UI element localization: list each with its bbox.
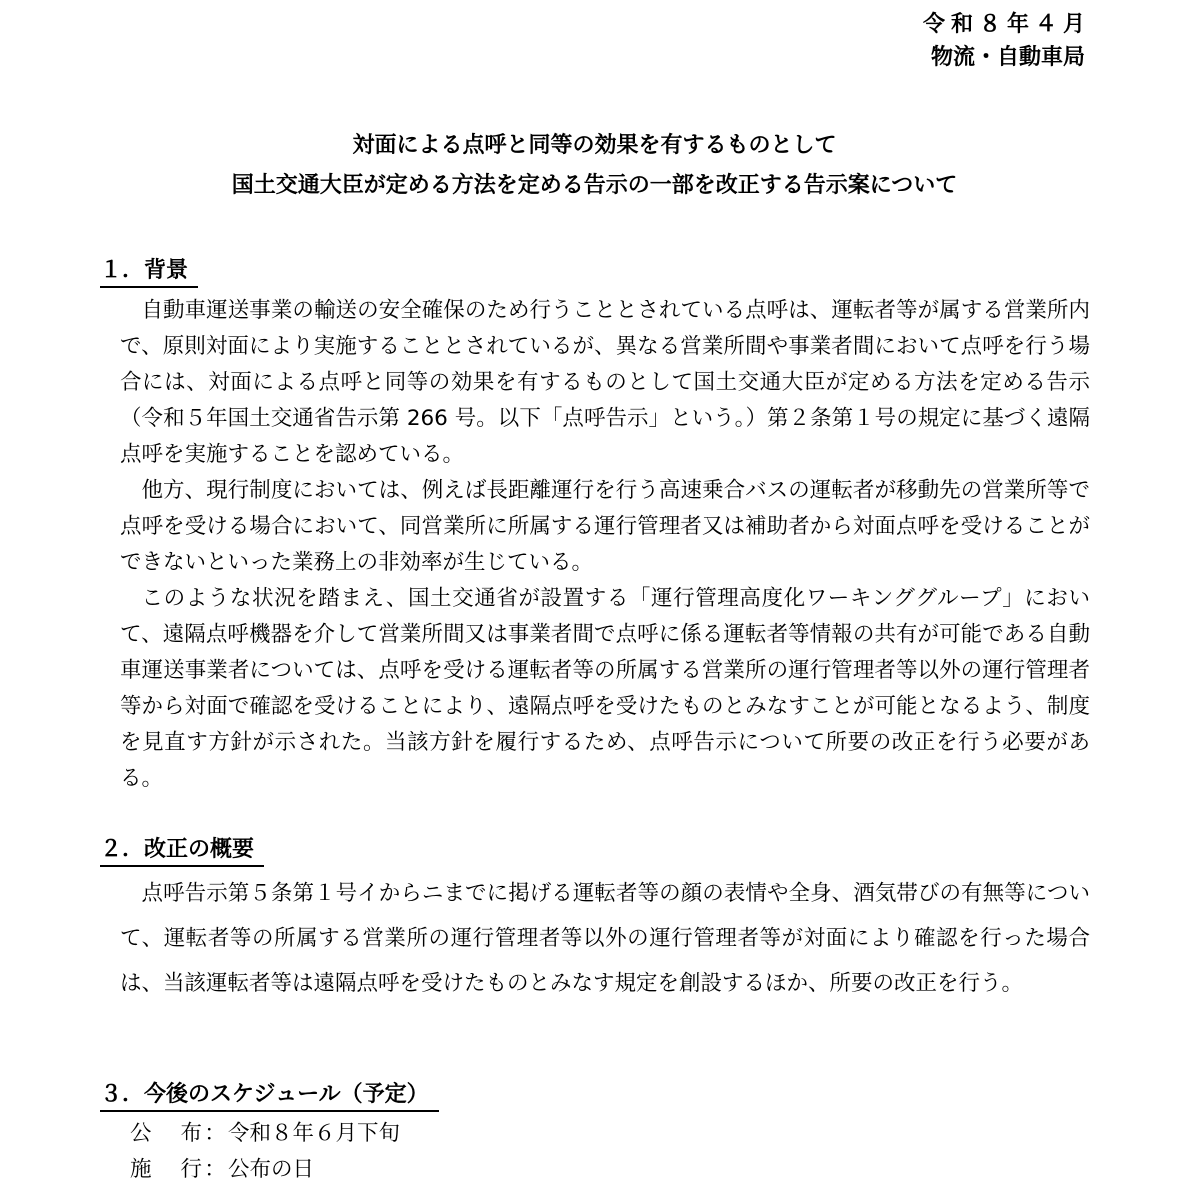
issue-date: 令和８年４月 bbox=[922, 12, 1091, 37]
title-line-2: 国土交通大臣が定める方法を定める告示の一部を改正する告示案について bbox=[231, 173, 958, 198]
section-amendment-overview bbox=[100, 835, 1090, 1006]
schedule-value: 令和８年６月下旬 bbox=[228, 1121, 401, 1146]
section-heading: ３．今後のスケジュール（予定） bbox=[100, 1080, 439, 1112]
section-schedule bbox=[100, 1080, 1090, 1188]
section-background bbox=[100, 256, 1090, 797]
paragraph: 自動車運送事業の輸送の安全確保のため行うこととされている点呼は、運転者等が属する営業所内で、原則対面により実施することとされているが、異なる営業所間や事業者間において点呼を行う場合には、対面による点呼と同等の効果を有するものとして国土交通大臣が定める方法を定める告示（令和５年国土交通省告示第 266 号。以下「点呼告示」という。）第２条第１号の規定に基づく遠隔点呼を実施することを認めている。 bbox=[120, 298, 1090, 467]
schedule-item bbox=[130, 1152, 1090, 1188]
schedule-colon: ： bbox=[204, 1157, 226, 1182]
document-title bbox=[0, 126, 1189, 206]
schedule-key: 施 行 bbox=[130, 1157, 202, 1182]
issuing-department: 物流・自動車局 bbox=[930, 45, 1085, 70]
schedule-item bbox=[130, 1116, 1090, 1152]
title-line-1: 対面による点呼と同等の効果を有するものとして bbox=[352, 133, 837, 158]
document-header bbox=[922, 8, 1091, 74]
schedule-colon: ： bbox=[204, 1121, 226, 1146]
paragraph: 他方、現行制度においては、例えば長距離運行を行う高速乗合バスの運転者が移動先の営業所等で点呼を受ける場合において、同営業所に所属する運行管理者又は補助者から対面点呼を受けることができないといった業務上の非効率が生じている。 bbox=[120, 478, 1090, 575]
schedule-key: 公 布 bbox=[130, 1121, 202, 1146]
schedule-list bbox=[100, 1116, 1090, 1188]
paragraph: 点呼告示第５条第１号イからニまでに掲げる運転者等の顔の表情や全身、酒気帯びの有無等について、運転者等の所属する営業所の運行管理者等以外の運行管理者等が対面により確認を行った場合は、当該運転者等は遠隔点呼を受けたものとみなす規定を創設するほか、所要の改正を行う。 bbox=[120, 881, 1090, 996]
section-heading: １．背景 bbox=[100, 256, 198, 288]
schedule-value: 公布の日 bbox=[228, 1157, 315, 1182]
section-heading: ２．改正の概要 bbox=[100, 835, 264, 867]
paragraph: このような状況を踏まえ、国土交通省が設置する「運行管理高度化ワーキンググループ」において、遠隔点呼機器を介して営業所間又は事業者間で点呼に係る運転者等情報の共有が可能である自動車運送事業者については、点呼を受ける運転者等の所属する営業所の運行管理者等以外の運行管理者等から対面で確認を受けることにより、遠隔点呼を受けたものとみなすことが可能となるよう、制度を見直す方針が示された。当該方針を履行するため、点呼告示について所要の改正を行う必要がある。 bbox=[120, 586, 1090, 791]
